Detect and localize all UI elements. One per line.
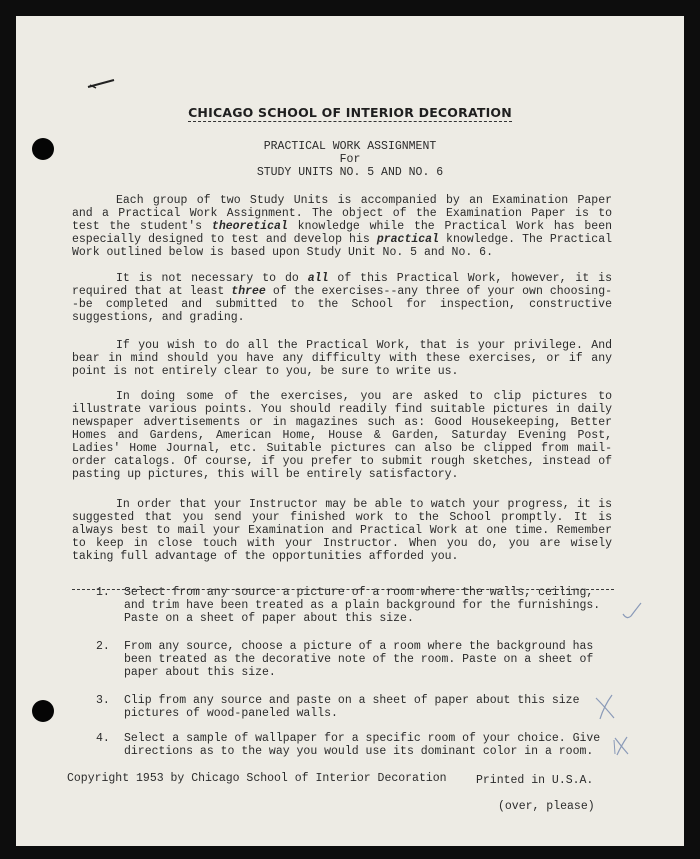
pictures-paragraph: In doing some of the exercises, you are asked to clip pictures to illustrate various points. You should readily find suitable pictures in daily newspaper advertisements or in magazines such as: Good Housekeeping, Better Homes and Gardens, American Home, House & Garden, Saturday Evening Post, Ladies' Home Journal, etc. Suitable pictures can also be clipped from mail-order catalogs. Of course, if you prefer to submit rough sketches, instead of pasting up pictures, this will be entirely satisfactory. (72, 390, 612, 481)
copyright-line: Copyright 1953 by Chicago School of Interior Decoration (67, 772, 447, 785)
exercise-number: 1. (96, 586, 110, 599)
exercise-number: 3. (96, 694, 110, 707)
assignment-heading-line2: For (339, 153, 361, 166)
assignment-heading-line1: PRACTICAL WORK ASSIGNMENT (263, 140, 437, 153)
intro-paragraph: Each group of two Study Units is accompanied by an Examination Paper and a Practical Work Assignment. The object of the Examination Paper is to test the student's theoretical knowledge while the Practical Work has been especially designed to test and develop his practical knowledge. The Practical Work outlined below is based upon Study Unit No. 5 and No. 6. (72, 194, 613, 259)
school-name: CHICAGO SCHOOL OF INTERIOR DECORATION (188, 105, 512, 120)
pencil-check-mark (620, 600, 644, 622)
exercise-number: 2. (96, 640, 110, 653)
privilege-paragraph: If you wish to do all the Practical Work, that is your privilege. And bear in mind should you have any difficulty with these exercises, or if any point is not entirely clear to you, be sure to write us. (72, 339, 612, 378)
pencil-x-mark (592, 692, 618, 722)
binder-hole-bottom (32, 700, 54, 722)
exercise-text: Select from any source a picture of a room where the walls, ceiling, and trim have been treated as a plain background for the furnishings. Paste on a sheet of paper about this size. (124, 586, 601, 625)
exercise-number: 4. (96, 732, 110, 745)
pencil-x-mark-2 (612, 734, 632, 758)
exercise-text: Clip from any source and paste on a sheet of paper about this size pictures of wood-paneled walls. (124, 694, 580, 720)
exercise-text: Select a sample of wallpaper for a specific room of your choice. Give directions as to the way you would use its dominant color in a room. (124, 732, 601, 758)
exercise-text: From any source, choose a picture of a room where the background has been treated as the decorative note of the room. Paste on a sheet of paper about this size. (124, 640, 594, 679)
printed-in-line: Printed in U.S.A. (476, 774, 594, 787)
progress-paragraph: In order that your Instructor may be able to watch your progress, it is suggested that you send your finished work to the School promptly. It is always best to mail your Examination and Practical Work at one time. Remember to keep in close touch with your Instructor. When you do, you are wisely taking full advantage of the opportunities afforded you. (72, 498, 612, 563)
requirement-paragraph: It is not necessary to do all of this Practical Work, however, it is required that at least three of the exercises--any three of your own choosing--be completed and submitted to the School for inspection, constructive suggestions, and grading. (72, 272, 612, 324)
over-please-line: (over, please) (498, 800, 595, 813)
pencil-stroke-mark (86, 76, 116, 90)
document-page (16, 16, 684, 846)
assignment-heading-line3: STUDY UNITS NO. 5 AND NO. 6 (256, 166, 444, 179)
